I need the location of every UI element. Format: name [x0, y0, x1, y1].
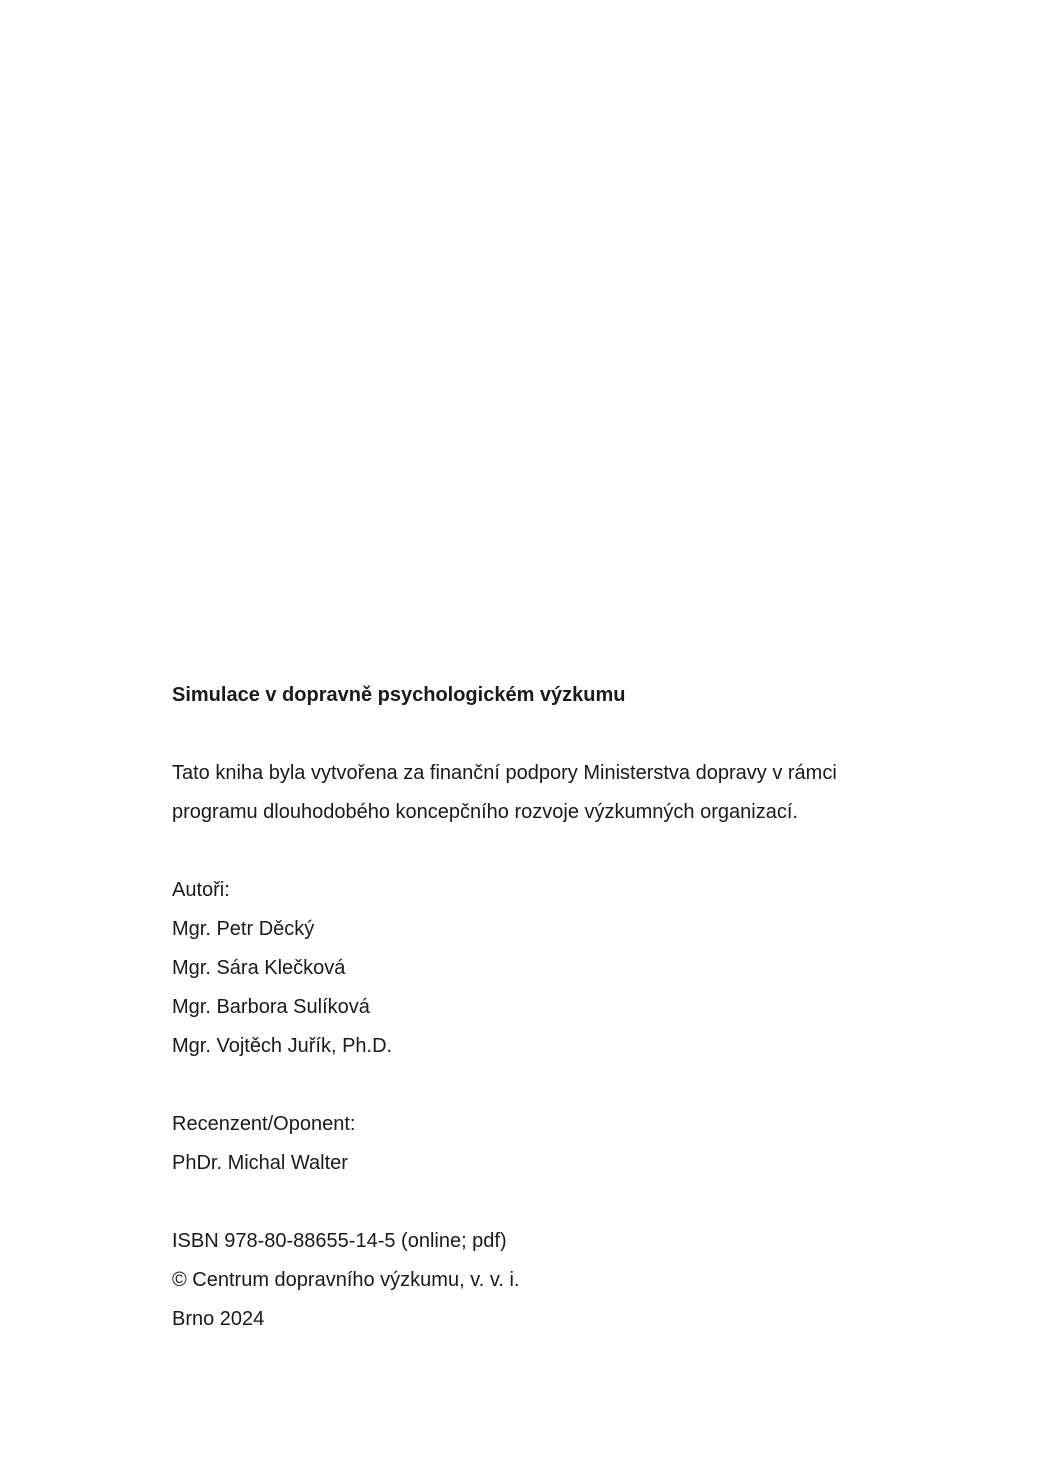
funding-line: programu dlouhodobého koncepčního rozvoje výzkumných organizací. [172, 801, 798, 823]
authors-label: Autoři: [172, 879, 230, 901]
reviewer-section [172, 1105, 892, 1183]
reviewer-name: PhDr. Michal Walter [172, 1152, 348, 1174]
author-name: Mgr. Sára Klečková [172, 957, 346, 979]
spacer [172, 1066, 892, 1105]
author-name: Mgr. Vojtěch Juřík, Ph.D. [172, 1035, 393, 1057]
isbn: ISBN 978-80-88655-14-5 (online; pdf) [172, 1230, 507, 1252]
imprint-page [172, 676, 892, 1339]
spacer [172, 832, 892, 871]
spacer [172, 1183, 892, 1222]
reviewer-label: Recenzent/Oponent: [172, 1113, 356, 1135]
spacer [172, 715, 892, 754]
authors-section [172, 871, 892, 1066]
place-year: Brno 2024 [172, 1308, 265, 1330]
publication-info [172, 1222, 892, 1339]
author-name: Mgr. Barbora Sulíková [172, 996, 370, 1018]
copyright-notice: © Centrum dopravního výzkumu, v. v. i. [172, 1269, 520, 1291]
funding-line: Tato kniha byla vytvořena za finanční podpory Ministerstva dopravy v rámci [172, 762, 837, 784]
funding-statement [172, 754, 892, 832]
book-title: Simulace v dopravně psychologickém výzkumu [172, 684, 626, 706]
author-name: Mgr. Petr Děcký [172, 918, 315, 940]
